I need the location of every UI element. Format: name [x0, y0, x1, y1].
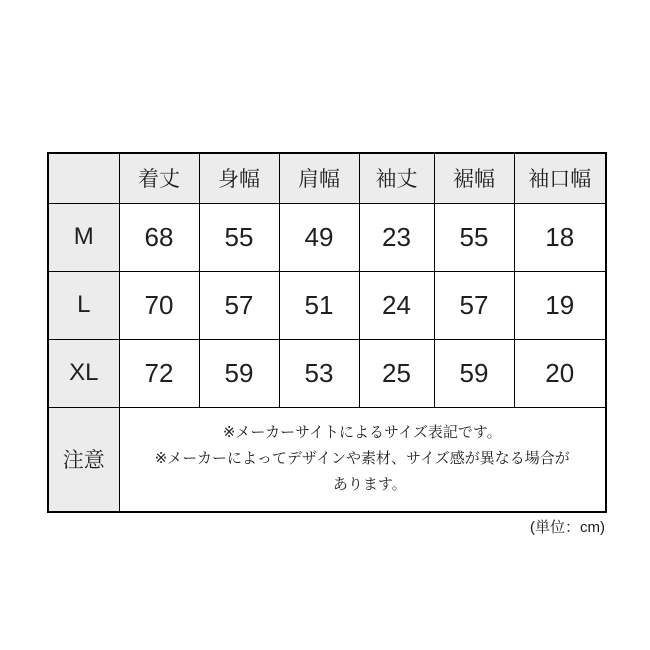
unit-label: (単位：cm) [530, 519, 605, 536]
header-cell-hem-width: 裾幅 [434, 153, 514, 203]
value-cell: 68 [119, 203, 199, 271]
notice-row [48, 407, 606, 512]
value-cell: 25 [359, 339, 434, 407]
value-cell: 49 [279, 203, 359, 271]
value-cell: 59 [434, 339, 514, 407]
value-cell: 70 [119, 271, 199, 339]
value-cell: 53 [279, 339, 359, 407]
value-cell: 20 [514, 339, 606, 407]
header-cell-corner [48, 153, 119, 203]
notice-line: あります。 [317, 476, 407, 494]
value-cell: 59 [199, 339, 279, 407]
table-row-xl [48, 339, 606, 407]
value-cell: 24 [359, 271, 434, 339]
value-cell: 18 [514, 203, 606, 271]
notice-row-label: 注意 [48, 407, 119, 512]
size-row-label: M [48, 203, 119, 271]
notice-line: ※メーカーによってデザインや素材、サイズ感が異なる場合が [154, 450, 570, 468]
header-cell-shoulder-width: 肩幅 [279, 153, 359, 203]
notice-line: ※メーカーサイトによるサイズ表記です。 [222, 424, 502, 442]
value-cell: 51 [279, 271, 359, 339]
value-cell: 57 [199, 271, 279, 339]
table-row-l [48, 271, 606, 339]
header-cell-body-width: 身幅 [199, 153, 279, 203]
table-row-m [48, 203, 606, 271]
size-row-label: XL [48, 339, 119, 407]
header-cell-sleeve-length: 袖丈 [359, 153, 434, 203]
value-cell: 57 [434, 271, 514, 339]
header-cell-cuff-width: 袖口幅 [514, 153, 606, 203]
notice-text-cell [119, 407, 606, 512]
value-cell: 55 [434, 203, 514, 271]
value-cell: 72 [119, 339, 199, 407]
size-row-label: L [48, 271, 119, 339]
value-cell: 23 [359, 203, 434, 271]
value-cell: 55 [199, 203, 279, 271]
size-chart-table [47, 152, 607, 513]
header-cell-garment-length: 着丈 [119, 153, 199, 203]
header-row [48, 153, 606, 203]
value-cell: 19 [514, 271, 606, 339]
